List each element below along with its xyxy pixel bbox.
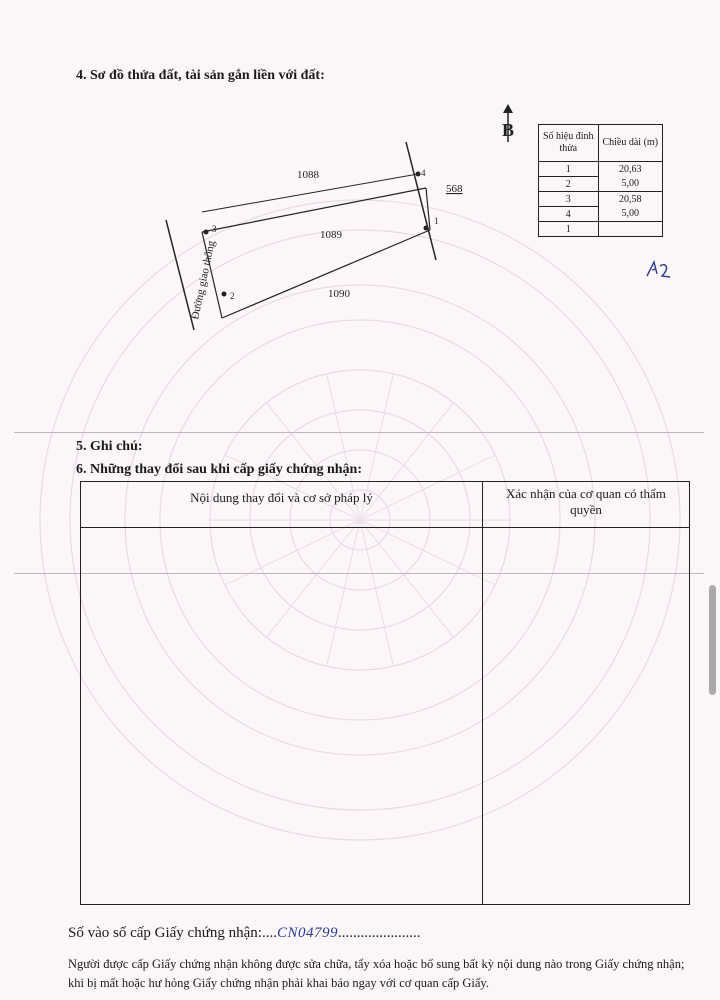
section-6-title: 6. Những thay đổi sau khi cấp giấy chứng nhận:: [76, 462, 363, 477]
length-value: 20,63: [619, 163, 642, 175]
parcel-number-right: 568: [446, 183, 463, 195]
scrollbar-thumb[interactable]: [709, 585, 716, 695]
changes-table: [80, 481, 690, 905]
length-value: 5,00: [621, 177, 639, 189]
changes-col-content: Nội dung thay đổi và cơ sở pháp lý: [81, 482, 483, 528]
vertex-cell: 2: [539, 177, 599, 192]
vertex-cell: 4: [539, 207, 599, 222]
parcel-number-bottom: 1090: [328, 288, 350, 300]
notice-text: Người được cấp Giấy chứng nhận không được sửa chữa, tẩy xóa hoặc bổ sung bất kỳ nội dung nào trong Giấy chứng nhận; khi bị mất hoặc hư hỏng Giấy chứng nhận phải khai báo ngay với cơ quan cấp Giấy.: [68, 957, 685, 990]
vertex-cell: 1: [539, 222, 599, 237]
north-symbol: B: [502, 120, 515, 140]
length-cell: [598, 162, 662, 192]
registration-number: CN04799: [276, 925, 338, 941]
length-cell-empty: [598, 222, 662, 237]
changes-col-confirmation: Xác nhận của cơ quan có thẩm quyền: [482, 482, 689, 528]
point-label-4: 4: [421, 168, 426, 178]
length-cell: [598, 192, 662, 222]
parcel-sketch: [150, 100, 490, 340]
vertex-cell: 1: [539, 162, 599, 177]
vertex-length-table: [538, 124, 663, 237]
point-label-3: 3: [212, 224, 217, 234]
north-arrow-icon: [498, 104, 518, 144]
header-vertex: Số hiệu đỉnh thửa: [539, 125, 599, 162]
changes-confirmation-cell: [482, 528, 689, 905]
fold-line: [14, 432, 704, 433]
point-label-2: 2: [230, 291, 235, 301]
length-value: 20,58: [619, 193, 642, 205]
section-5-title: 5. Ghi chú:: [76, 439, 143, 454]
signature-initials: [644, 256, 674, 282]
parcel-number-main: 1089: [320, 229, 342, 241]
road-label: Đường giao thông: [189, 239, 218, 321]
registration-line: [68, 925, 420, 942]
header-length: Chiều dài (m): [598, 125, 662, 162]
registration-dots: ....: [261, 925, 277, 941]
parcel-number-top: 1088: [297, 169, 319, 181]
registration-label: Số vào sổ cấp Giấy chứng nhận:: [68, 925, 262, 941]
registration-dots: ......................: [337, 925, 421, 941]
changes-content-cell: [81, 528, 483, 905]
point-label-1: 1: [434, 216, 439, 226]
section-4-title: 4. Sơ đồ thửa đất, tài sản gắn liền với đất:: [76, 68, 325, 83]
length-value: 5,00: [621, 207, 639, 219]
vertex-cell: 3: [539, 192, 599, 207]
